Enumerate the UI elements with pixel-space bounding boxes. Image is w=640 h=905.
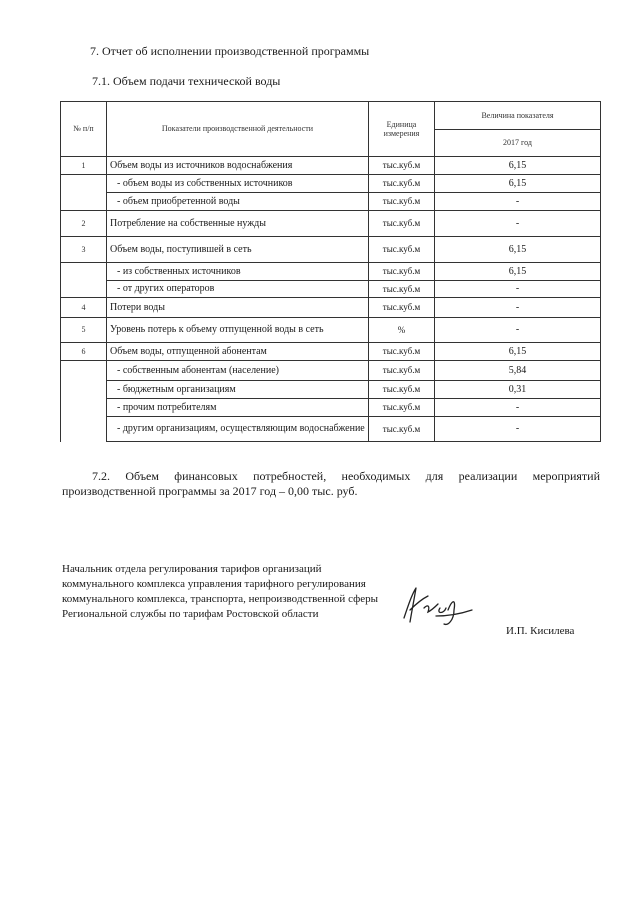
- signatory-title: Начальник отдела регулирования тарифов организаций коммунального комплекса управления тарифного регулирования коммунального комплекса, транспорта, непроизводственной сферы Региональной службы по тарифам Ростовской области: [62, 563, 378, 620]
- row-value: -: [435, 417, 601, 442]
- row-unit: тыс.куб.м: [369, 399, 435, 417]
- row-indicator: Объем воды из источников водоснабжения: [107, 157, 369, 175]
- row-number: 3: [61, 237, 107, 263]
- header-name: Показатели производственной деятельности: [107, 102, 369, 157]
- row-unit: тыс.куб.м: [369, 175, 435, 193]
- table-row: [61, 193, 601, 211]
- table-row: [61, 263, 601, 281]
- financial-paragraph: 7.2. Объем финансовых потребностей, необходимых для реализации мероприятий производственной программы за 2017 год – 0,00 тыс. руб.: [62, 469, 600, 498]
- row-indicator: Объем воды, поступившей в сеть: [107, 237, 369, 263]
- row-unit: тыс.куб.м: [369, 193, 435, 211]
- row-unit: тыс.куб.м: [369, 157, 435, 175]
- row-value: 6,15: [435, 343, 601, 361]
- table-row: [61, 175, 601, 193]
- row-indicator: - другим организациям, осуществляющим водоснабжение: [107, 417, 369, 442]
- table-body: [61, 157, 601, 442]
- row-number: [61, 175, 107, 193]
- row-indicator: - объем приобретенной воды: [107, 193, 369, 211]
- row-indicator: - от других операторов: [107, 281, 369, 298]
- table-row: [61, 211, 601, 237]
- row-unit: тыс.куб.м: [369, 281, 435, 298]
- table-row: [61, 157, 601, 175]
- row-indicator: Объем воды, отпущенной абонентам: [107, 343, 369, 361]
- row-value: -: [435, 211, 601, 237]
- header-unit: Единица измерения: [369, 102, 435, 157]
- table-row: [61, 318, 601, 343]
- row-unit: тыс.куб.м: [369, 343, 435, 361]
- row-value: -: [435, 193, 601, 211]
- row-indicator: Потери воды: [107, 298, 369, 318]
- subsection-heading: 7.1. Объем подачи технической воды: [92, 74, 281, 88]
- table-row: [61, 361, 601, 381]
- row-indicator: - прочим потребителям: [107, 399, 369, 417]
- table-row: [61, 417, 601, 442]
- row-value: -: [435, 318, 601, 343]
- row-unit: %: [369, 318, 435, 343]
- row-indicator: - собственным абонентам (население): [107, 361, 369, 381]
- row-indicator: Уровень потерь к объему отпущенной воды в сеть: [107, 318, 369, 343]
- row-value: 6,15: [435, 157, 601, 175]
- row-value: 0,31: [435, 381, 601, 399]
- row-number: 5: [61, 318, 107, 343]
- row-unit: тыс.куб.м: [369, 211, 435, 237]
- row-value: -: [435, 281, 601, 298]
- header-num: № п/п: [61, 102, 107, 157]
- header-year: 2017 год: [435, 130, 601, 157]
- water-supply-table: [60, 101, 601, 442]
- row-value: 6,15: [435, 237, 601, 263]
- row-value: 6,15: [435, 175, 601, 193]
- table-row: [61, 399, 601, 417]
- row-unit: тыс.куб.м: [369, 298, 435, 318]
- table-row: [61, 298, 601, 318]
- row-number: [61, 381, 107, 399]
- handwritten-signature: [398, 580, 478, 630]
- table-row: [61, 237, 601, 263]
- table-row: [61, 343, 601, 361]
- section-heading: 7. Отчет об исполнении производственной программы: [90, 44, 370, 58]
- signatory-name: И.П. Кисилева: [506, 625, 575, 637]
- table-row: [61, 381, 601, 399]
- row-number: [61, 399, 107, 417]
- row-number: [61, 361, 107, 381]
- row-unit: тыс.куб.м: [369, 263, 435, 281]
- row-indicator: - объем воды из собственных источников: [107, 175, 369, 193]
- row-number: 1: [61, 157, 107, 175]
- row-value: -: [435, 399, 601, 417]
- row-unit: тыс.куб.м: [369, 237, 435, 263]
- header-value-group: Величина показателя: [435, 102, 601, 130]
- row-number: [61, 193, 107, 211]
- row-number: 6: [61, 343, 107, 361]
- row-number: 2: [61, 211, 107, 237]
- row-value: 6,15: [435, 263, 601, 281]
- row-value: -: [435, 298, 601, 318]
- table-row: [61, 281, 601, 298]
- row-value: 5,84: [435, 361, 601, 381]
- row-indicator: - бюджетным организациям: [107, 381, 369, 399]
- row-unit: тыс.куб.м: [369, 417, 435, 442]
- row-unit: тыс.куб.м: [369, 361, 435, 381]
- row-number: [61, 281, 107, 298]
- row-number: [61, 263, 107, 281]
- row-number: 4: [61, 298, 107, 318]
- row-indicator: Потребление на собственные нужды: [107, 211, 369, 237]
- row-indicator: - из собственных источников: [107, 263, 369, 281]
- row-number: [61, 417, 107, 442]
- row-unit: тыс.куб.м: [369, 381, 435, 399]
